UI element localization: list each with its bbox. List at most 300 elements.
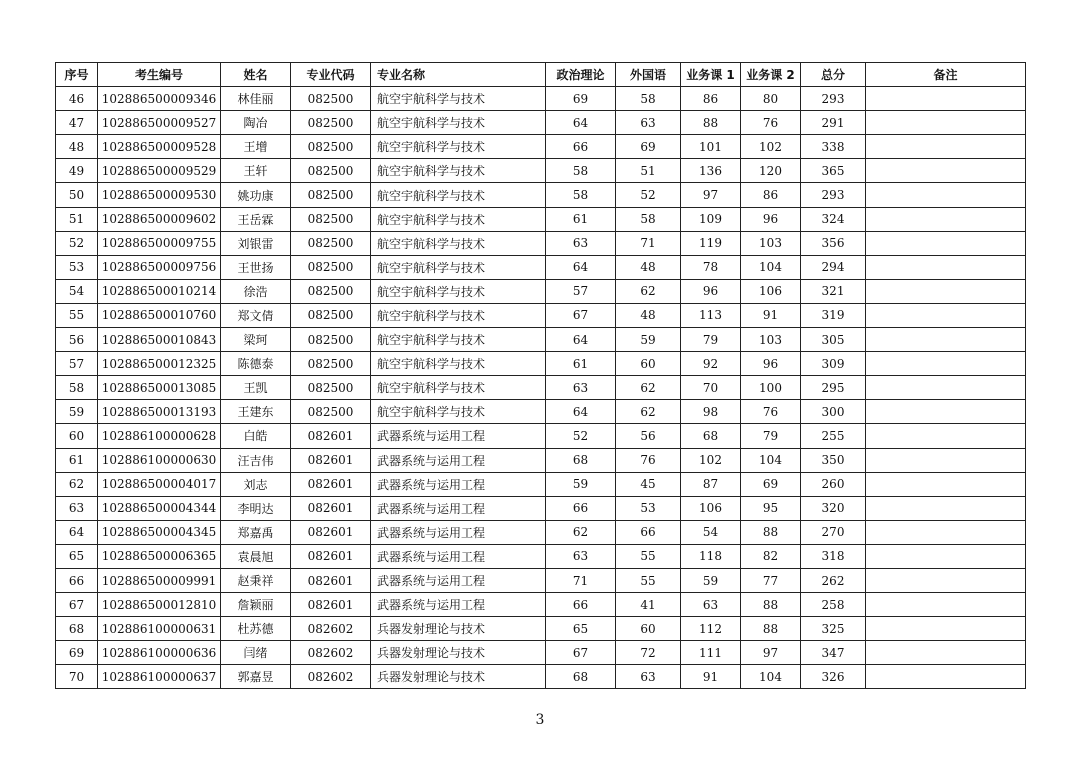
cell-course1: 88 <box>681 111 741 135</box>
cell-seq: 65 <box>56 544 98 568</box>
cell-politics: 68 <box>546 448 616 472</box>
cell-major-name: 航空宇航科学与技术 <box>371 111 546 135</box>
cell-exam-id: 102886500013193 <box>98 400 221 424</box>
cell-course1: 97 <box>681 183 741 207</box>
cell-seq: 55 <box>56 303 98 327</box>
cell-seq: 58 <box>56 376 98 400</box>
cell-politics: 65 <box>546 617 616 641</box>
cell-foreign-lang: 66 <box>616 520 681 544</box>
cell-seq: 67 <box>56 593 98 617</box>
cell-total: 325 <box>801 617 866 641</box>
header-total: 总分 <box>801 63 866 87</box>
cell-major-name: 武器系统与运用工程 <box>371 424 546 448</box>
cell-politics: 66 <box>546 496 616 520</box>
table-row <box>56 593 1026 617</box>
table-row <box>56 376 1026 400</box>
header-name: 姓名 <box>221 63 291 87</box>
cell-major-name: 兵器发射理论与技术 <box>371 665 546 689</box>
cell-exam-id: 102886100000628 <box>98 424 221 448</box>
cell-major-name: 武器系统与运用工程 <box>371 544 546 568</box>
cell-course1: 106 <box>681 496 741 520</box>
cell-seq: 46 <box>56 87 98 111</box>
cell-major-code: 082500 <box>291 87 371 111</box>
cell-major-name: 武器系统与运用工程 <box>371 568 546 592</box>
table-row <box>56 665 1026 689</box>
cell-course1: 111 <box>681 641 741 665</box>
cell-major-code: 082500 <box>291 135 371 159</box>
cell-course1: 63 <box>681 593 741 617</box>
cell-politics: 63 <box>546 376 616 400</box>
cell-politics: 67 <box>546 303 616 327</box>
cell-major-code: 082602 <box>291 617 371 641</box>
cell-total: 293 <box>801 87 866 111</box>
cell-remark <box>866 183 1026 207</box>
cell-course1: 87 <box>681 472 741 496</box>
cell-major-code: 082601 <box>291 568 371 592</box>
cell-remark <box>866 520 1026 544</box>
cell-course1: 96 <box>681 279 741 303</box>
cell-politics: 71 <box>546 568 616 592</box>
cell-major-name: 航空宇航科学与技术 <box>371 400 546 424</box>
cell-major-name: 航空宇航科学与技术 <box>371 328 546 352</box>
cell-course2: 104 <box>741 255 801 279</box>
table-row <box>56 303 1026 327</box>
cell-total: 258 <box>801 593 866 617</box>
cell-course1: 70 <box>681 376 741 400</box>
cell-name: 詹颖丽 <box>221 593 291 617</box>
cell-major-code: 082601 <box>291 496 371 520</box>
cell-course2: 82 <box>741 544 801 568</box>
cell-exam-id: 102886500004344 <box>98 496 221 520</box>
cell-total: 305 <box>801 328 866 352</box>
cell-major-name: 航空宇航科学与技术 <box>371 352 546 376</box>
cell-exam-id: 102886500010760 <box>98 303 221 327</box>
cell-major-code: 082601 <box>291 424 371 448</box>
cell-seq: 64 <box>56 520 98 544</box>
cell-exam-id: 102886500013085 <box>98 376 221 400</box>
cell-total: 326 <box>801 665 866 689</box>
cell-name: 王建东 <box>221 400 291 424</box>
cell-foreign-lang: 45 <box>616 472 681 496</box>
cell-seq: 70 <box>56 665 98 689</box>
cell-major-name: 武器系统与运用工程 <box>371 520 546 544</box>
table-row <box>56 641 1026 665</box>
header-course1: 业务课 1 <box>681 63 741 87</box>
cell-total: 324 <box>801 207 866 231</box>
cell-course2: 76 <box>741 111 801 135</box>
table-row <box>56 424 1026 448</box>
table-row <box>56 617 1026 641</box>
cell-foreign-lang: 48 <box>616 255 681 279</box>
cell-total: 291 <box>801 111 866 135</box>
cell-foreign-lang: 58 <box>616 87 681 111</box>
cell-seq: 47 <box>56 111 98 135</box>
cell-seq: 60 <box>56 424 98 448</box>
cell-total: 293 <box>801 183 866 207</box>
cell-remark <box>866 496 1026 520</box>
cell-course1: 113 <box>681 303 741 327</box>
cell-politics: 68 <box>546 665 616 689</box>
cell-seq: 56 <box>56 328 98 352</box>
table-row <box>56 87 1026 111</box>
cell-name: 杜苏德 <box>221 617 291 641</box>
cell-remark <box>866 400 1026 424</box>
header-course2: 业务课 2 <box>741 63 801 87</box>
cell-course2: 88 <box>741 520 801 544</box>
cell-foreign-lang: 60 <box>616 352 681 376</box>
cell-total: 309 <box>801 352 866 376</box>
cell-total: 255 <box>801 424 866 448</box>
cell-total: 365 <box>801 159 866 183</box>
cell-remark <box>866 352 1026 376</box>
cell-foreign-lang: 55 <box>616 544 681 568</box>
cell-politics: 69 <box>546 87 616 111</box>
cell-name: 袁晨旭 <box>221 544 291 568</box>
cell-remark <box>866 376 1026 400</box>
cell-foreign-lang: 62 <box>616 279 681 303</box>
cell-remark <box>866 111 1026 135</box>
table-row <box>56 255 1026 279</box>
table-row <box>56 568 1026 592</box>
cell-course2: 97 <box>741 641 801 665</box>
cell-foreign-lang: 48 <box>616 303 681 327</box>
cell-foreign-lang: 51 <box>616 159 681 183</box>
cell-name: 汪吉伟 <box>221 448 291 472</box>
cell-exam-id: 102886500009530 <box>98 183 221 207</box>
cell-course1: 98 <box>681 400 741 424</box>
cell-total: 320 <box>801 496 866 520</box>
header-politics: 政治理论 <box>546 63 616 87</box>
cell-foreign-lang: 63 <box>616 111 681 135</box>
cell-course2: 95 <box>741 496 801 520</box>
cell-name: 郑嘉禹 <box>221 520 291 544</box>
cell-seq: 61 <box>56 448 98 472</box>
cell-remark <box>866 87 1026 111</box>
cell-name: 陶冶 <box>221 111 291 135</box>
cell-course2: 104 <box>741 448 801 472</box>
table-row <box>56 231 1026 255</box>
cell-exam-id: 102886500009756 <box>98 255 221 279</box>
cell-politics: 63 <box>546 231 616 255</box>
cell-remark <box>866 544 1026 568</box>
cell-foreign-lang: 60 <box>616 617 681 641</box>
cell-exam-id: 102886500009529 <box>98 159 221 183</box>
cell-foreign-lang: 76 <box>616 448 681 472</box>
table-row <box>56 520 1026 544</box>
cell-major-code: 082601 <box>291 472 371 496</box>
cell-exam-id: 102886500009991 <box>98 568 221 592</box>
table-row <box>56 496 1026 520</box>
cell-politics: 64 <box>546 328 616 352</box>
cell-major-code: 082500 <box>291 255 371 279</box>
cell-seq: 50 <box>56 183 98 207</box>
cell-exam-id: 102886500009755 <box>98 231 221 255</box>
cell-politics: 59 <box>546 472 616 496</box>
cell-name: 陈德泰 <box>221 352 291 376</box>
cell-name: 王凯 <box>221 376 291 400</box>
cell-remark <box>866 303 1026 327</box>
cell-major-code: 082602 <box>291 641 371 665</box>
cell-total: 262 <box>801 568 866 592</box>
cell-seq: 54 <box>56 279 98 303</box>
cell-name: 李明达 <box>221 496 291 520</box>
cell-remark <box>866 448 1026 472</box>
cell-major-name: 航空宇航科学与技术 <box>371 376 546 400</box>
cell-major-code: 082500 <box>291 207 371 231</box>
cell-course2: 120 <box>741 159 801 183</box>
cell-name: 郑文倩 <box>221 303 291 327</box>
cell-major-code: 082601 <box>291 544 371 568</box>
cell-exam-id: 102886500006365 <box>98 544 221 568</box>
cell-seq: 62 <box>56 472 98 496</box>
cell-remark <box>866 328 1026 352</box>
cell-politics: 61 <box>546 207 616 231</box>
cell-course1: 118 <box>681 544 741 568</box>
cell-exam-id: 102886500010843 <box>98 328 221 352</box>
cell-course2: 102 <box>741 135 801 159</box>
cell-politics: 58 <box>546 159 616 183</box>
cell-course1: 109 <box>681 207 741 231</box>
cell-politics: 66 <box>546 593 616 617</box>
cell-politics: 63 <box>546 544 616 568</box>
cell-total: 319 <box>801 303 866 327</box>
cell-foreign-lang: 59 <box>616 328 681 352</box>
cell-foreign-lang: 41 <box>616 593 681 617</box>
cell-major-name: 武器系统与运用工程 <box>371 448 546 472</box>
cell-remark <box>866 135 1026 159</box>
cell-course2: 88 <box>741 593 801 617</box>
cell-course1: 54 <box>681 520 741 544</box>
table-row <box>56 352 1026 376</box>
cell-course2: 79 <box>741 424 801 448</box>
header-seq: 序号 <box>56 63 98 87</box>
cell-politics: 58 <box>546 183 616 207</box>
cell-politics: 61 <box>546 352 616 376</box>
cell-total: 318 <box>801 544 866 568</box>
cell-foreign-lang: 53 <box>616 496 681 520</box>
cell-course1: 136 <box>681 159 741 183</box>
cell-major-code: 082500 <box>291 352 371 376</box>
cell-remark <box>866 424 1026 448</box>
cell-major-name: 航空宇航科学与技术 <box>371 279 546 303</box>
cell-course2: 86 <box>741 183 801 207</box>
cell-major-code: 082500 <box>291 111 371 135</box>
cell-total: 260 <box>801 472 866 496</box>
cell-name: 刘志 <box>221 472 291 496</box>
cell-seq: 63 <box>56 496 98 520</box>
cell-name: 姚功康 <box>221 183 291 207</box>
cell-exam-id: 102886100000631 <box>98 617 221 641</box>
cell-foreign-lang: 62 <box>616 376 681 400</box>
table-row <box>56 135 1026 159</box>
cell-course2: 106 <box>741 279 801 303</box>
cell-major-name: 航空宇航科学与技术 <box>371 87 546 111</box>
cell-remark <box>866 665 1026 689</box>
cell-remark <box>866 207 1026 231</box>
cell-major-name: 武器系统与运用工程 <box>371 593 546 617</box>
cell-name: 王世扬 <box>221 255 291 279</box>
cell-major-name: 航空宇航科学与技术 <box>371 159 546 183</box>
header-foreign-lang: 外国语 <box>616 63 681 87</box>
cell-seq: 49 <box>56 159 98 183</box>
cell-total: 356 <box>801 231 866 255</box>
cell-seq: 59 <box>56 400 98 424</box>
cell-total: 295 <box>801 376 866 400</box>
cell-total: 347 <box>801 641 866 665</box>
cell-total: 321 <box>801 279 866 303</box>
cell-course2: 103 <box>741 328 801 352</box>
table-row <box>56 111 1026 135</box>
cell-remark <box>866 593 1026 617</box>
cell-name: 梁珂 <box>221 328 291 352</box>
cell-politics: 66 <box>546 135 616 159</box>
cell-exam-id: 102886100000630 <box>98 448 221 472</box>
cell-exam-id: 102886500004345 <box>98 520 221 544</box>
cell-seq: 51 <box>56 207 98 231</box>
cell-exam-id: 102886500012325 <box>98 352 221 376</box>
cell-total: 350 <box>801 448 866 472</box>
cell-politics: 64 <box>546 255 616 279</box>
cell-major-code: 082500 <box>291 159 371 183</box>
cell-name: 闫绪 <box>221 641 291 665</box>
cell-course1: 119 <box>681 231 741 255</box>
cell-remark <box>866 231 1026 255</box>
cell-course1: 78 <box>681 255 741 279</box>
cell-foreign-lang: 55 <box>616 568 681 592</box>
cell-name: 王岳霖 <box>221 207 291 231</box>
cell-course2: 96 <box>741 207 801 231</box>
cell-major-name: 航空宇航科学与技术 <box>371 231 546 255</box>
cell-remark <box>866 472 1026 496</box>
cell-seq: 53 <box>56 255 98 279</box>
cell-course2: 96 <box>741 352 801 376</box>
cell-major-name: 武器系统与运用工程 <box>371 472 546 496</box>
cell-foreign-lang: 52 <box>616 183 681 207</box>
cell-major-code: 082601 <box>291 520 371 544</box>
cell-course1: 68 <box>681 424 741 448</box>
cell-name: 郭嘉昱 <box>221 665 291 689</box>
header-exam-id: 考生编号 <box>98 63 221 87</box>
table-row <box>56 544 1026 568</box>
cell-politics: 67 <box>546 641 616 665</box>
cell-major-code: 082601 <box>291 448 371 472</box>
cell-course1: 102 <box>681 448 741 472</box>
header-remark: 备注 <box>866 63 1026 87</box>
cell-total: 338 <box>801 135 866 159</box>
cell-seq: 66 <box>56 568 98 592</box>
cell-name: 王增 <box>221 135 291 159</box>
cell-remark <box>866 279 1026 303</box>
cell-remark <box>866 159 1026 183</box>
cell-major-name: 航空宇航科学与技术 <box>371 303 546 327</box>
cell-major-name: 航空宇航科学与技术 <box>371 207 546 231</box>
cell-course2: 91 <box>741 303 801 327</box>
table-row <box>56 183 1026 207</box>
cell-course2: 76 <box>741 400 801 424</box>
cell-exam-id: 102886500010214 <box>98 279 221 303</box>
cell-major-name: 武器系统与运用工程 <box>371 496 546 520</box>
cell-politics: 64 <box>546 111 616 135</box>
cell-exam-id: 102886100000637 <box>98 665 221 689</box>
cell-politics: 62 <box>546 520 616 544</box>
cell-foreign-lang: 71 <box>616 231 681 255</box>
cell-course1: 101 <box>681 135 741 159</box>
table-row <box>56 400 1026 424</box>
cell-course1: 79 <box>681 328 741 352</box>
cell-politics: 64 <box>546 400 616 424</box>
header-major-name: 专业名称 <box>371 63 546 87</box>
cell-major-code: 082500 <box>291 303 371 327</box>
cell-exam-id: 102886100000636 <box>98 641 221 665</box>
cell-foreign-lang: 72 <box>616 641 681 665</box>
cell-major-name: 航空宇航科学与技术 <box>371 255 546 279</box>
cell-course2: 104 <box>741 665 801 689</box>
table-body <box>56 87 1026 689</box>
cell-major-name: 兵器发射理论与技术 <box>371 641 546 665</box>
cell-major-code: 082500 <box>291 183 371 207</box>
cell-seq: 48 <box>56 135 98 159</box>
cell-major-name: 兵器发射理论与技术 <box>371 617 546 641</box>
cell-course2: 100 <box>741 376 801 400</box>
cell-name: 徐浩 <box>221 279 291 303</box>
table-row <box>56 279 1026 303</box>
cell-major-code: 082500 <box>291 231 371 255</box>
cell-course1: 92 <box>681 352 741 376</box>
page-number: 3 <box>535 712 545 728</box>
cell-course1: 86 <box>681 87 741 111</box>
cell-total: 270 <box>801 520 866 544</box>
cell-course2: 103 <box>741 231 801 255</box>
cell-name: 白皓 <box>221 424 291 448</box>
cell-remark <box>866 641 1026 665</box>
cell-foreign-lang: 63 <box>616 665 681 689</box>
cell-major-code: 082500 <box>291 376 371 400</box>
score-table <box>55 62 1026 689</box>
table-row <box>56 159 1026 183</box>
cell-remark <box>866 568 1026 592</box>
cell-course2: 88 <box>741 617 801 641</box>
cell-foreign-lang: 58 <box>616 207 681 231</box>
table-row <box>56 328 1026 352</box>
cell-major-code: 082500 <box>291 400 371 424</box>
cell-foreign-lang: 56 <box>616 424 681 448</box>
cell-politics: 52 <box>546 424 616 448</box>
cell-course2: 77 <box>741 568 801 592</box>
cell-exam-id: 102886500009528 <box>98 135 221 159</box>
header-major-code: 专业代码 <box>291 63 371 87</box>
cell-major-code: 082602 <box>291 665 371 689</box>
cell-major-code: 082500 <box>291 279 371 303</box>
cell-exam-id: 102886500009527 <box>98 111 221 135</box>
cell-exam-id: 102886500009346 <box>98 87 221 111</box>
cell-name: 赵秉祥 <box>221 568 291 592</box>
cell-seq: 68 <box>56 617 98 641</box>
cell-foreign-lang: 62 <box>616 400 681 424</box>
cell-major-name: 航空宇航科学与技术 <box>371 183 546 207</box>
cell-name: 刘银雷 <box>221 231 291 255</box>
cell-total: 294 <box>801 255 866 279</box>
table-row <box>56 448 1026 472</box>
cell-exam-id: 102886500012810 <box>98 593 221 617</box>
cell-course1: 91 <box>681 665 741 689</box>
cell-name: 林佳丽 <box>221 87 291 111</box>
table-header-row <box>56 63 1026 87</box>
cell-course1: 112 <box>681 617 741 641</box>
cell-exam-id: 102886500009602 <box>98 207 221 231</box>
cell-course2: 80 <box>741 87 801 111</box>
cell-exam-id: 102886500004017 <box>98 472 221 496</box>
cell-foreign-lang: 69 <box>616 135 681 159</box>
